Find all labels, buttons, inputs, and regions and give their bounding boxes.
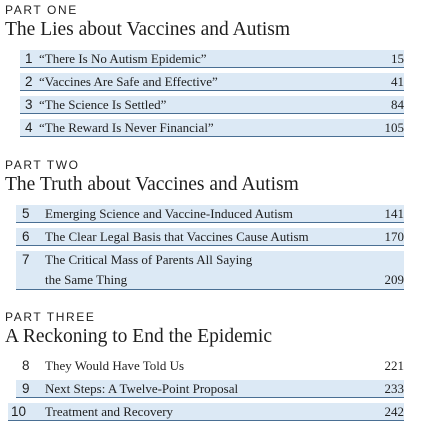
toc-entry-chapter-9[interactable]	[16, 380, 404, 398]
part-label: PART TWO	[5, 158, 80, 172]
chapter-title-continued: the Same Thing	[45, 272, 128, 287]
chapter-title: Next Steps: A Twelve-Point Proposal	[45, 381, 239, 396]
part-one-heading	[5, 3, 290, 41]
part-two-heading	[5, 158, 299, 196]
chapter-page: 141	[384, 206, 404, 221]
chapter-number: 3	[25, 97, 33, 112]
chapter-number: 7	[22, 252, 30, 267]
chapter-page: 209	[384, 272, 404, 287]
chapter-page: 221	[384, 358, 404, 373]
chapter-title: The Clear Legal Basis that Vaccines Cause Autism	[45, 229, 309, 244]
toc-entry-chapter-7[interactable]	[16, 251, 404, 290]
chapter-number: 1	[25, 51, 33, 66]
chapter-title: “The Science Is Settled”	[39, 97, 167, 112]
part-title: A Reckoning to End the Epidemic	[5, 326, 272, 347]
part-label: PART ONE	[5, 3, 78, 17]
chapter-title: “There Is No Autism Epidemic”	[39, 51, 207, 66]
chapter-page: 170	[384, 229, 404, 244]
chapter-page: 84	[391, 97, 404, 112]
chapter-title: Treatment and Recovery	[45, 404, 174, 419]
toc-entry-chapter-6[interactable]	[16, 228, 404, 246]
part-title: The Truth about Vaccines and Autism	[5, 174, 299, 195]
toc-entry-chapter-3[interactable]	[20, 96, 404, 114]
chapter-number: 4	[25, 120, 33, 135]
chapter-number: 6	[22, 229, 30, 244]
chapter-title: They Would Have Told Us	[45, 358, 185, 373]
chapter-title: The Critical Mass of Parents All Saying	[45, 252, 253, 267]
chapter-page: 15	[391, 51, 404, 66]
toc-entry-chapter-8	[16, 357, 404, 374]
toc-entry-chapter-4[interactable]	[20, 119, 404, 137]
chapter-page: 242	[384, 404, 404, 419]
part-three-heading	[5, 310, 272, 348]
chapter-title: “Vaccines Are Safe and Effective”	[39, 74, 218, 89]
chapter-number: 5	[22, 206, 30, 221]
toc-entry-chapter-1[interactable]	[20, 50, 404, 68]
chapter-number: 10	[11, 404, 27, 419]
chapter-title: “The Reward Is Never Financial”	[39, 120, 214, 135]
chapter-number: 2	[25, 74, 33, 89]
toc-entry-chapter-2[interactable]	[20, 73, 404, 91]
chapter-number: 9	[22, 381, 30, 396]
chapter-page: 41	[391, 74, 404, 89]
part-label: PART THREE	[5, 310, 96, 324]
chapter-page: 233	[384, 381, 404, 396]
part-title: The Lies about Vaccines and Autism	[5, 19, 291, 40]
chapter-page: 105	[384, 120, 404, 135]
chapter-title: Emerging Science and Vaccine-Induced Autism	[45, 206, 293, 221]
toc-entry-chapter-5[interactable]	[16, 205, 404, 223]
chapter-number: 8	[22, 358, 30, 373]
toc-entry-chapter-10[interactable]	[8, 403, 404, 421]
